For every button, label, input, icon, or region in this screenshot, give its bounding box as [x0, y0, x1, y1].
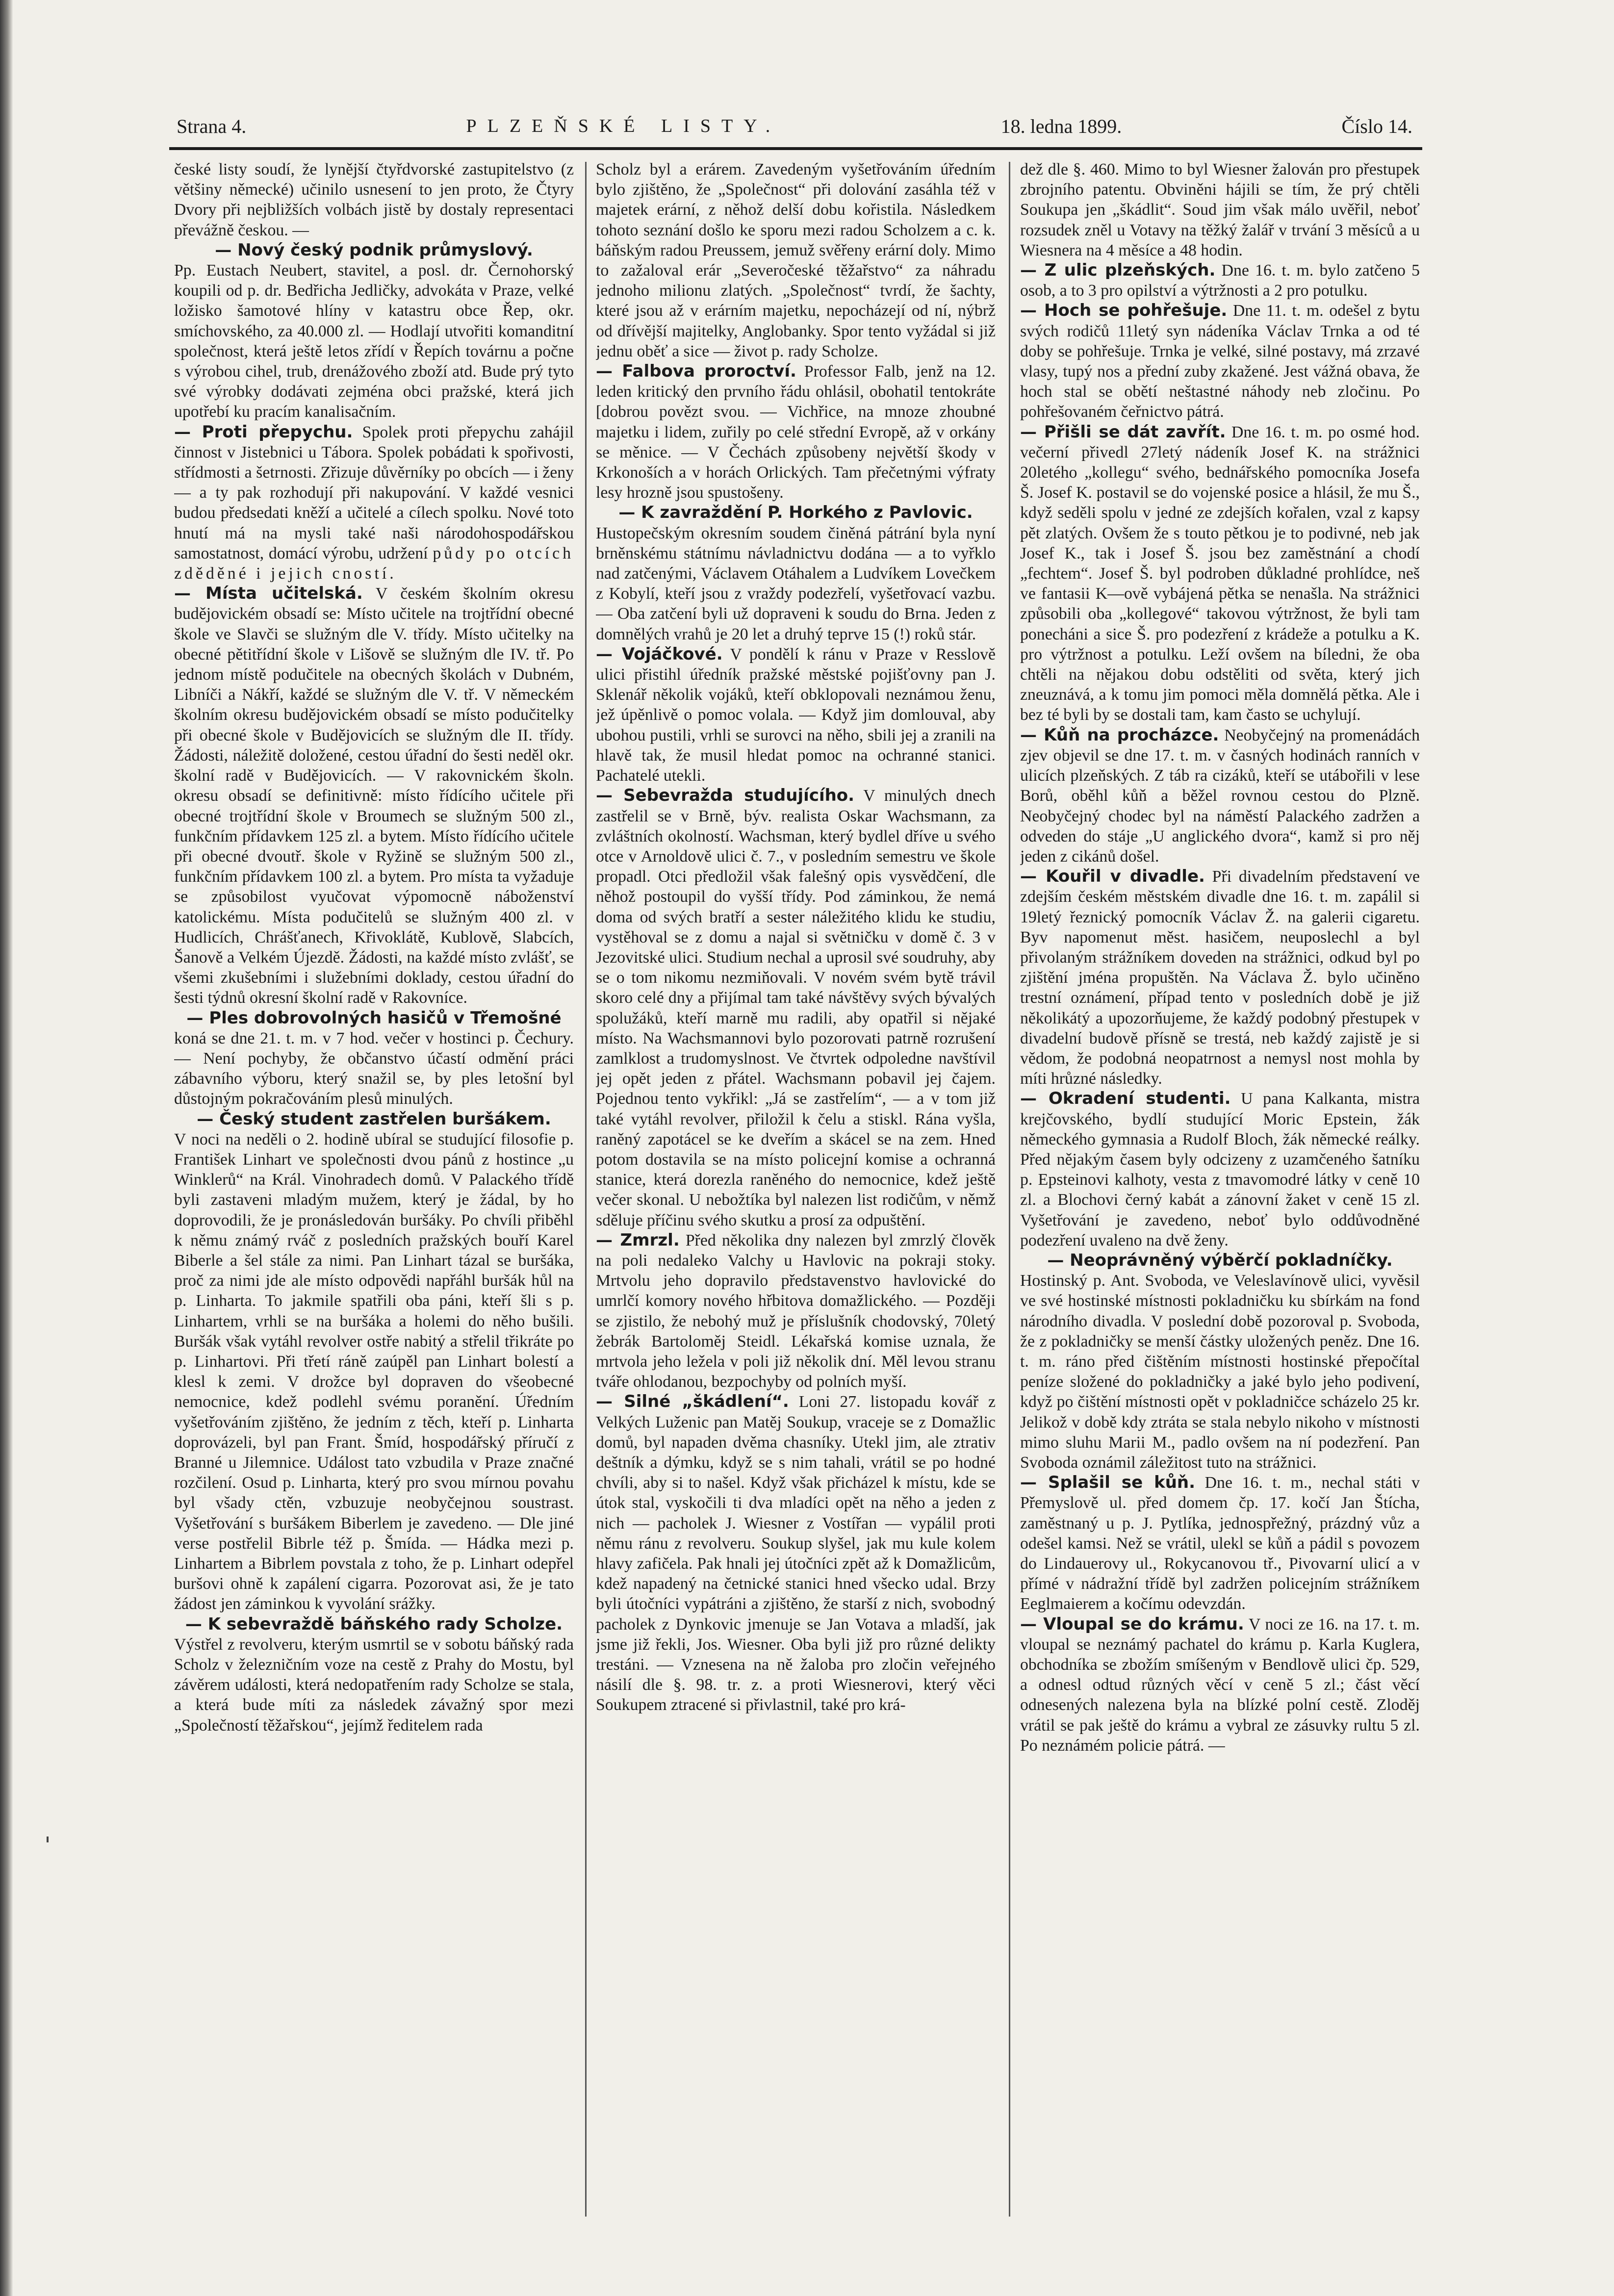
article-body: Výstřel z revolveru, kterým usmrtil se v sobotu báňský rada Scholz v železničním voze na cestě z Prahy do Mostu, byl závěrem události, která nedopatřením rady Scholze se stala, a která bude míti za následek závažný spor mezi „Společností těžařskou“, jejímž ředitelem rada: [174, 1635, 574, 1735]
print-speck: [47, 1837, 49, 1842]
column-divider: [585, 162, 587, 2217]
column-2: [596, 159, 996, 2258]
article-continuation: české listy soudí, že lynější čtyřdvorské zastupitelstvo (z většiny německé) učinilo usnesení to jen proto, že Čtyry Dvory při nejbližších volbách jistě by dostaly representaci převážně českou. —: [174, 160, 574, 239]
article-body: Hustopečským okresním soudem činěná pátrání byla nyní brněnskému státnímu návladnictvu dodána — a to vyřklo nad zatčenými, Václavem Otáhalem a Ludvíkem Lovečkem z Kobylí, kteří jsou z vraždy podezřelí, vyšetřovací vazbu. — Oba zatčení byli už dopraveni k soudu do Brna. Jeden z domnělých vrahů je 20 let a druhý teprve 15 (!) roků stár.: [596, 524, 996, 643]
article-body: Před několika dny nalezen byl zmrzlý člověk na poli nedaleko Valchy u Havlovic na pokraji stoky. Mrtvolu jeho dopravilo představenstvo havlovické do umrlčí komory nového hřbitova domažlického. — Později se zjistilo, že nebohý muž je příslušník chodovský, 70letý žebrák Bartoloměj Steidl. Lékařská komise uznala, že mrtvola jeho ležela v poli již několik dní. Měl levou stranu tváře ohlodanou, bezpochyby od polních myší.: [596, 1231, 996, 1391]
article-body: V noci na neděli o 2. hodině ubíral se studující filosofie p. František Linhart ve společnosti dvou pánů z hostince „u Winklerů“ na Král. Vinohradech domů. V Palackého třídě byli zastaveni mladým mužem, který je žádal, by ho doprovodili, že je pronásledován buršáky. Po chvíli přiběhl k němu známý rváč z posledních pražských bouří Karel Biberle a šel stále za nimi. Pan Linhart tázal se buršáka, proč za nimi jde ale místo odpovědi napřáhl buršák hůl na p. Linharta. To jakmile spatřili oba páni, kteří šli s p. Linhartem, vrhli se na buršáka a holemi do něho bušili. Buršák však vytáhl revolver ostře nabitý a střelil třikráte po p. Linhartovi. Při třetí ráně zaúpěl pan Linhart bolestí a klesl k zemi. V drožce byl dopraven do všeobecné nemocnice, kdež podlehl svému poranění. Úředním vyšetřováním zjištěno, že jedním z těch, kteří p. Linharta doprovázeli, byl pan Frant. Šmíd, hospodářský příručí z Branné u Jilemnice. Událost tato vzbudila v Praze značné rozčilení. Osud p. Linharta, který pro svou mírnou povahu byl všady ctěn, vzbuzuje neobyčejnou soustrast. Vyšetřování s buršákem Biberlem je zavedeno. — Dle jiné verse postřelil Bibrle též p. Šmída. — Hádka mezi p. Linhartem a Bibrlem povstala z toho, že p. Linhart odepřel buršovi ohně k zapálení cigarra. Pozorovat asi, že je tato žádost jen záminkou k vyvolání srážky.: [174, 1130, 574, 1613]
article-heading: — Splašil se kůň.: [1020, 1473, 1196, 1493]
article-heading: — Vloupal se do krámu.: [1020, 1614, 1244, 1634]
header-rule: [169, 147, 1422, 150]
column-divider: [1009, 162, 1010, 2217]
article-heading: — Místa učitelská.: [174, 584, 363, 604]
article-heading: — K sebevraždě báňského rady Scholze.: [185, 1614, 563, 1634]
article-body: Professor Falb, jenž na 12. leden kritický den prvního řádu ohlásil, obohatil tentokráte [dobrou povězt svou. — Vichřice, na mnoze zhoubné majetku i lidem, zuřily po celé střední Evropě, až v orkány se měnice. — V Čechách způsobeny největší škody v Krkonoších a v horách Orlických. Tam přečetnými výfraty lesy hrozně jsou spustošeny.: [596, 362, 996, 502]
article-body: Pp. Eustach Neubert, stavitel, a posl. dr. Černohorský koupili od p. dr. Bedřicha Jedličky, advokáta v Praze, velké ložisko šamotové hlíny v katastru obce Řep, okr. smíchovského, za 40.000 zl. — Hodlají utvořiti komanditní společnost, která ještě letos zřídí v Řepích továrnu a počne s výrobou cihel, trub, drenážového zboží atd. Bude prý tyto své výrobky dodávati zejména obci pražské, která jich upotřebí ku pracím kanalisačním.: [174, 261, 574, 421]
article-body: Spolek proti přepychu zahájil činnost v Jistebnici u Tábora. Spolek pobádati k spořivosti, střídmosti a šetrnosti. Zřizuje důvěrníky po obcích — i ženy — a ty pak rozhodují při nakupování. V každé vesnici budou předsedati kněží a učitelé a cílech spolku. Nové toto hnutí má na mysli také naši národohospodářskou samostatnost, domácí výrobu, udržení: [174, 423, 574, 562]
masthead: PLZEŇSKÉ LISTY.: [466, 116, 781, 136]
article-heading: — K zavraždění P. Horkého z Pavlovic.: [618, 503, 973, 523]
article-heading: — Přišli se dát zavřít.: [1020, 422, 1226, 442]
column-1: [174, 159, 574, 2258]
article-continuation: dež dle §. 460. Mimo to byl Wiesner žalován pro přestupek zbrojního patentu. Obviněni hájili se tím, že prý chtěli Soukupa jen „škádlit“. Soud jim však málo uvěřil, neboť rozsudek zněl u Votavy na těžký žalář v trvání 3 měsíců a u Wiesnera na 4 měsíce a 48 hodin.: [1020, 160, 1420, 259]
article-heading: — Sebevražda studujícího.: [596, 786, 855, 806]
article-heading: — Hoch se pohřešuje.: [1020, 301, 1228, 321]
article-heading: — Nový český podnik průmyslový.: [215, 240, 533, 260]
page-edge-shadow: [0, 0, 13, 2296]
article-heading: — Falbova proroctví.: [596, 361, 796, 382]
article-heading: — Okradení studenti.: [1020, 1089, 1231, 1109]
article-heading: — Kůň na procházce.: [1020, 725, 1219, 745]
article-body: Hostinský p. Ant. Svoboda, ve Veleslavínově ulici, vyvěsil ve své hostinské místnosti pokladničku ku sbírkám na fond národního divadla. V poslední době pozoroval p. Svoboda, že z pokladničky se menší částky uložených peněz. Dne 16. t. m. ráno před čištěním místnosti hostinské přepočítal peníze složené do pokladničky a jaké bylo jeho podivení, když po čištění místnosti opět v pokladničce scházelo 25 kr. Jelikož v době kdy ztráta se stala nebylo nikoho v místnosti mimo sluhu Marii M., padlo ovšem na ní podezření. Pan Svoboda oznámil záležitost tuto na strážnici.: [1020, 1272, 1420, 1472]
issue-date: 18. ledna 1899.: [1000, 115, 1122, 137]
article-body: V minulých dnech zastřelil se v Brně, býv. realista Oskar Wachsmann, za zvláštních okolností. Wachsman, který bydlel dříve u svého otce v Arnoldově ulici č. 7., v posledním semestru ve škole propadl. Otci předložil však falešný opis vysvědčení, dle něhož postoupil do vyšší třídy. Pod záminkou, že nemá doma od svých bratří a sester náležitého klidu ke studiu, vystěhoval se z domu a najal si světničku v domě č. 3 v Jezovitské ulici. Studium nechal a uprosil své soudruhy, aby se o tom nikomu nezmiňovali. V novém svém bytě trávil skoro celé dny a přijímal tam také návštěvy svých bývalých spolužáků, kteří marně mu radili, aby opatřil si nějaké místo. Na Wachsmannovi bylo pozorovati patrně rozrušení zamlklost a trudomyslnost. Ve čtvrtek odpoledne navštívil jej opět jeden z přátel. Wachsmann pobavil jej čajem. Pojednou tento vykřikl: „Já se zastřelím“, — a v tom již také vytáhl revolver, přiložil k čelu a stiskl. Rána vyšla, raněný zapotácel se ke dveřím a skácel se na zem. Hned potom dostavila se na místo policejní komise a ochranná stanice, která dorezla raněného do nemocnice, kdež ještě večer skonal. U nebožtíka byl nalezen list rodičům, v němž sděluje příčinu svého skutku a prosí za odpuštění.: [596, 787, 996, 1229]
article-continuation: Scholz byl a erárem. Zavedeným vyšetřováním úředním bylo zjištěno, že „Společnost“ při dolování zasáhla též v majetek erární, z něhož delší dobu kořistila. Následkem tohoto seznání došlo ke sporu mezi radou Scholzem a c. k. báňským radou Preussem, jemuž svěřeny erární doly. Mimo to zažaloval erár „Severočeské těžařstvo“ za náhradu jednoho milionu zlatých. „Společnost“ tvrdí, že šachty, které jsou až v erárním majetku, nepocházejí od ní, nýbrž od dřívější majitelky, Anglobanky. Spor tento vyžádal si již jednu oběť a sice — život p. rady Scholze.: [596, 160, 996, 360]
article-body: V českém školním okresu budějovickém obsadí se: Místo učitele na trojtřídní obecné škole ve Slavči se služným dle V. třídy. Místo učitelky na obecné pětitřídní škole v Lišově se služným dle IV. tř. Po jednom místě podučitele na obecných školách v Dubném, Libníči a Nákří, každé se služným dle V. tř. V německém školním okresu budějovickém obsadí se místo podučitelky při obecné škole v Budějovicích se služným dle II. třídy. Žádosti, náležitě doložené, cestou úřadní do šesti neděl okr. školní radě v Budějovicích. — V rakovnickém školn. okresu obsadí se definitivně: místo řídícího učitele při obecné trojtřídní škole v Broumech se služným 500 zl., funkčním přídavkem 125 zl. a bytem. Místo řídícího učitele při obecné dvoutř. škole v Ryžině se služným 500 zl., funkčním přídavkem 100 zl. a bytem. Pro místa ta vyžaduje se způsobilost vyučovat výpomocně náboženství katolickému. Místa podučitelů se služným 400 zl. v Hudlicích, Chrášťanech, Křivoklátě, Kublově, Slabcích, Šanově a Velkém Újezdě. Žádosti, na každé místo zvlášť, se všemi zkušebními i služebními doklady, cestou úřadní do šesti týdnů okresní školní radě v Rakovníce.: [174, 585, 574, 1007]
article-body: Dne 16. t. m. bylo zatčeno 5 osob, a to 3 pro opilství a výtržnosti a 2 pro potulku.: [1020, 261, 1420, 300]
article-body: Loni 27. listopadu kovář z Velkých Luženic pan Matěj Soukup, vraceje se z Domažlic domů, byl napaden dvěma chasníky. Utekl jim, ale ztrativ deštník a dýmku, když se s nim tahali, vrátil se po hodné chvíli, aby si to našel. Když však přicházel k místu, kde se útok stal, vyskočili ti dva mladíci opět na něho a jeden z nich — pacholek J. Wiesner z Vostířan — vypálil proti němu ránu z revolveru. Soukup slyšel, jak mu kule kolem hlavy zafičela. Pak hnali jej útočníci zpět až k Domažlicům, kdež napadený na četnické stanici hned všecko udal. Brzy byli útočníci vypátráni a zjištěno, že starší z nich, svobodný pacholek z Dynkovic jmenuje se Jan Votava a mladší, jak jsme již řekli, Jos. Wiesner. Oba byli již pro různé delikty trestáni. — Vznesena na ně žaloba pro zločin veřejného násilí dle §. 98. tr. z. a proti Wiesnerovi, který věci Soukupem ztracené si přivlastnil, také pro krá-: [596, 1393, 996, 1714]
article-heading: — Proti přepychu.: [174, 422, 353, 442]
article-heading: — Český student zastřelen buršákem.: [197, 1109, 551, 1129]
article-body: koná se dne 21. t. m. v 7 hod. večer v hostinci p. Čechury. — Není pochyby, že občanstvo účastí odmění práci zábavního výboru, který snažil se, by ples letošní byl důstojným pokračováním plesů minulých.: [174, 1029, 574, 1108]
article-heading: — Kouřil v divadle.: [1020, 867, 1205, 887]
article-heading: — Zmrzl.: [596, 1230, 680, 1250]
column-3: [1020, 159, 1420, 2258]
article-heading: — Ples dobrovolných hasičů v Třemošné: [186, 1008, 562, 1028]
issue-number: Číslo 14.: [1341, 115, 1412, 137]
article-heading: — Z ulic plzeňských.: [1020, 260, 1216, 281]
page-header: [177, 109, 1412, 143]
article-heading: — Vojáčkové.: [596, 644, 723, 664]
spaced-text: půdy po otcích zděděné i jejich cností.: [174, 544, 574, 583]
article-heading: — Neoprávněný výběrčí pokladníčky.: [1047, 1250, 1393, 1270]
article-body: Dne 11. t. m. odešel z bytu svých rodičů 11letý syn nádeníka Václav Trnka a od té doby se pohřešuje. Trnka je velké, silné postavy, má zrzavé vlasy, tupý nos a přední zuby zkažené. Jest vážná obava, že hoch stal se obětí neštastné náhody neb zločinu. Po pohřešovaném čeřnictvo pátrá.: [1020, 302, 1420, 421]
article-body: Neobyčejný na promenádách zjev objevil se dne 17. t. m. v časných hodinách ranních v ulicích plzeňských. Z táb ra cizáků, kteří se utábořili v lese Borů, oběhl kůň a běžel rovnou cestou do Plzně. Neobyčejný chodec byl na náměstí Palackého zadržen a odveden do stáje „U anglického dvora“, kamž si pro něj jeden z cikánů došel.: [1020, 726, 1420, 866]
article-body: U pana Kalkanta, mistra krejčovského, bydlí studující Moric Epstein, žák německého gymnasia a Rudolf Bloch, žák německé reálky. Před nějakým časem byly odcizeny z uzamčeného šatníku p. Epsteinovi kalhoty, vesta z tmavomodré látky v ceně 10 zl. a Blochovi černý kabát a zánovní žaket v ceně 15 zl. Vyšetřování je zavedeno, neboť bylo oddůvodněné podezření uvaleno na dvě ženy.: [1020, 1090, 1420, 1250]
article-body: Dne 16. t. m. po osmé hod. večerní přivedl 27letý nádeník Josef K. na strážnici 20letého „kollegu“ svého, bednářského pomocníka Josefa Š. Josef K. postavil se do vojenské posice a hlásil, že mu Š., když seděli spolu v jedné ze zdejších kořalen, vzal z kapsy pět zlatých. Ovšem že s touto pětkou je to podivné, neb jak Josef K., tak i Josef Š. jsou bez zaměstnání a chodí „fechtem“. Josef Š. byl podroben důkladné prohlídce, neš ve fantasii K—ově vybájená pětka se nenašla. Na strážnici způsobili oba „kollegové“ takovou výtržnost, že byli tam ponecháni a sice Š. pro podezření z krádeže a potulku a K. pro výtržnost a potulku. Leží ovšem na bíledni, že oba chtěli na nějakou dobu odstěliti od světa, který jich zneuznává, a k tomu jim pomoci měla domnělá pětka. Ale i bez té byli by se dostali tam, kam často se uchylují.: [1020, 423, 1420, 724]
article-body: Dne 16. t. m., nechal státi v Přemyslově ul. před domem čp. 17. kočí Jan Štícha, zaměstnaný u p. J. Pytlíka, jednospřežný, prázdný vůz a odešel kamsi. Než se vrátil, ulekl se kůň a pádil s povozem do Lindauerovy ul., Rokycanovou tř., Pivovarní ulicí a v přímé v nádražní třídě byl zadržen policejním strážníkem Eeglmaierem a kočímu odevzdán.: [1020, 1474, 1420, 1613]
article-body: V noci ze 16. na 17. t. m. vloupal se neznámý pachatel do krámu p. Karla Kuglera, obchodníka se zbožím smíšeným v Bendlově ulici čp. 529, a odnesl odtud různých věcí v ceně 5 zl.; část věcí odnesených nalezena byla na blízké polní cestě. Zloděj vrátil se pak ještě do krámu a vybral ze zásuvky rultu 5 zl. Po neznámém policie pátrá. —: [1020, 1615, 1420, 1755]
page-number: Strana 4.: [177, 115, 247, 137]
article-body: V pondělí k ránu v Praze v Resslově ulici přistihl úředník pražské městské pojišťovny pan J. Sklenář několik vojáků, kteří obklopovali neznámou ženu, jež úpěnlivě o pomoc volala. — Když jim domlouval, aby ubohou pustili, vrhli se surovci na něho, sbili jej a zranili na hlavě tak, že musil hledat pomoc na ochranné stanici. Pachatelé utekli.: [596, 645, 996, 785]
article-heading: — Silné „škádlení“.: [596, 1392, 789, 1412]
article-body: Při divadelním představení ve zdejším českém městském divadle dne 16. t. m. zapálil si 19letý řeznický pomocník Václav Ž. na galerii cigaretu. Byv napomenut měst. hasičem, neuposlechl a byl přivolaným strážníkem doveden na strážnici, odkud byl po zjištění jména propuštěn. Na Václava Ž. bylo učiněno trestní oznámení, případ tento v posledních době je již několikátý a upozorňujeme, že každý podobný přestupek v divadelní budově přísně se trestá, neb každý zajistě je si vědom, že podobná neopatrnost a nemysl nost mohla by míti hrůzné následky.: [1020, 867, 1420, 1088]
